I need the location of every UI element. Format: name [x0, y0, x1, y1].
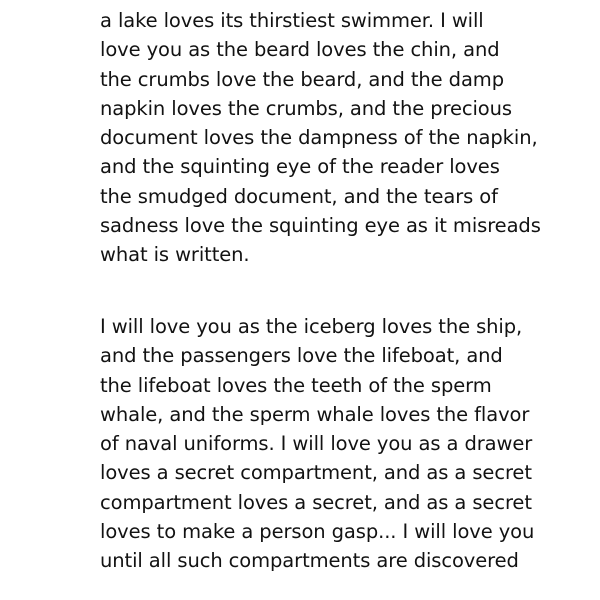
text-line: a lake loves its thirstiest swimmer. I will	[100, 9, 484, 32]
text-line: and the passengers love the lifeboat, and	[100, 344, 503, 368]
paragraph-1	[100, 6, 541, 270]
text-line: the lifeboat loves the teeth of the sperm	[100, 373, 492, 397]
text-line: compartment loves a secret, and as a secret	[100, 490, 532, 514]
text-line: the smudged document, and the tears of	[100, 184, 498, 208]
text-line: and the squinting eye of the reader loves	[100, 155, 500, 179]
text-line: of naval uniforms. I will love you as a drawer	[100, 432, 533, 456]
text-line: I will love you as the iceberg loves the ship,	[100, 315, 523, 338]
text-line: what is written.	[100, 243, 250, 267]
text-line: until all such compartments are discovered	[100, 549, 519, 573]
text-line: document loves the dampness of the napkin,	[100, 126, 538, 150]
paragraph-2	[100, 312, 535, 576]
text-line: napkin loves the crumbs, and the precious	[100, 96, 512, 120]
text-line: sadness love the squinting eye as it misreads	[100, 214, 541, 238]
text-line: loves a secret compartment, and as a secret	[100, 461, 532, 485]
text-line: loves to make a person gasp... I will love you	[100, 520, 535, 544]
text-line: whale, and the sperm whale loves the flavor	[100, 402, 530, 426]
text-line: the crumbs love the beard, and the damp	[100, 67, 504, 91]
text-line: love you as the beard loves the chin, and	[100, 38, 500, 62]
